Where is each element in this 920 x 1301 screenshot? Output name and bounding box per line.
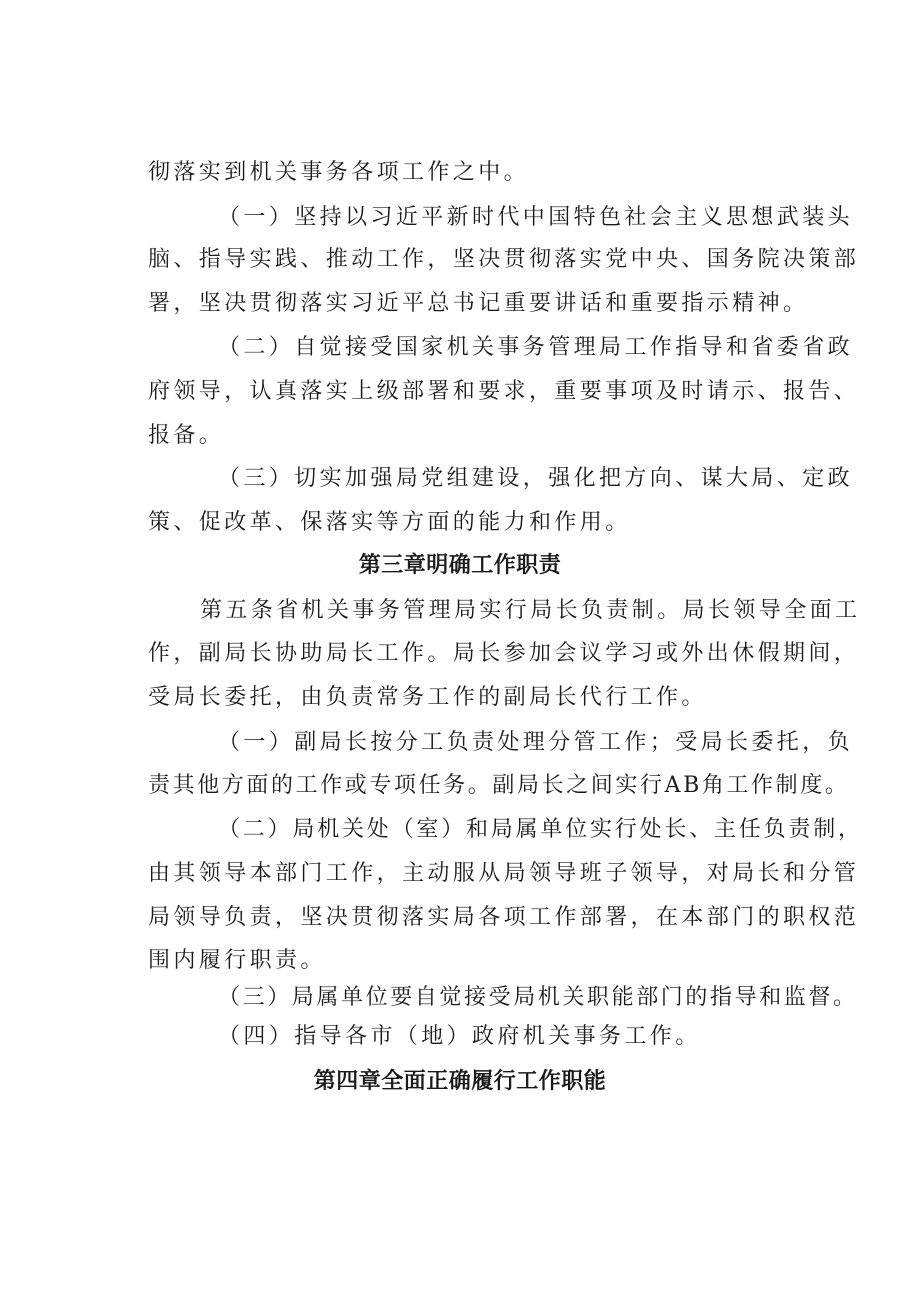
paragraph-line: （三）局属单位要自觉接受局机关职能部门的指导和监督。	[218, 985, 858, 1010]
paragraph-line: 府领导，认真落实上级部署和要求，重要事项及时请示、报告、	[148, 379, 860, 404]
paragraph-line: 作，副局长协助局长工作。局长参加会议学习或外出休假期间，	[148, 641, 860, 666]
chapter-heading: 第四章全面正确履行工作职能	[313, 1069, 607, 1094]
paragraph-line: 受局长委托，由负责常务工作的副局长代行工作。	[148, 685, 707, 710]
paragraph-line: （二）局机关处（室）和局属单位实行处长、主任负责制，	[218, 817, 863, 842]
paragraph-line: （二）自觉接受国家机关事务管理局工作指导和省委省政	[218, 335, 854, 360]
paragraph-line: （四）指导各市（地）政府机关事务工作。	[218, 1024, 701, 1049]
paragraph-line: 脑、指导实践、推动工作，坚决贯彻落实党中央、国务院决策部	[148, 247, 860, 272]
paragraph-line: 策、促改革、保落实等方面的能力和作用。	[148, 510, 631, 535]
chapter-heading: 第三章明确工作职责	[358, 553, 562, 578]
paragraph-line: 局领导负责，坚决贯彻落实局各项工作部署，在本部门的职权范	[148, 905, 860, 930]
paragraph-line: 报备。	[148, 423, 225, 448]
paragraph-line: 署，坚决贯彻落实习近平总书记重要讲话和重要指示精神。	[148, 291, 809, 316]
paragraph-line: （一）副局长按分工负责处理分管工作；受局长委托，负	[218, 730, 854, 755]
paragraph-line: 彻落实到机关事务各项工作之中。	[148, 160, 530, 185]
paragraph-line: （三）切实加强局党组建设，强化把方向、谋大局、定政	[218, 466, 854, 491]
paragraph-line: 由其领导本部门工作，主动服从局领导班子领导，对局长和分管	[148, 861, 860, 886]
paragraph-line: 第五条省机关事务管理局实行局长负责制。局长领导全面工	[200, 598, 861, 623]
paragraph-line: 围内履行职责。	[148, 948, 326, 973]
paragraph-line: 责其他方面的工作或专项任务。副局长之间实行AB角工作制度。	[148, 773, 850, 798]
paragraph-line: （一）坚持以习近平新时代中国特色社会主义思想武装头	[218, 205, 854, 230]
